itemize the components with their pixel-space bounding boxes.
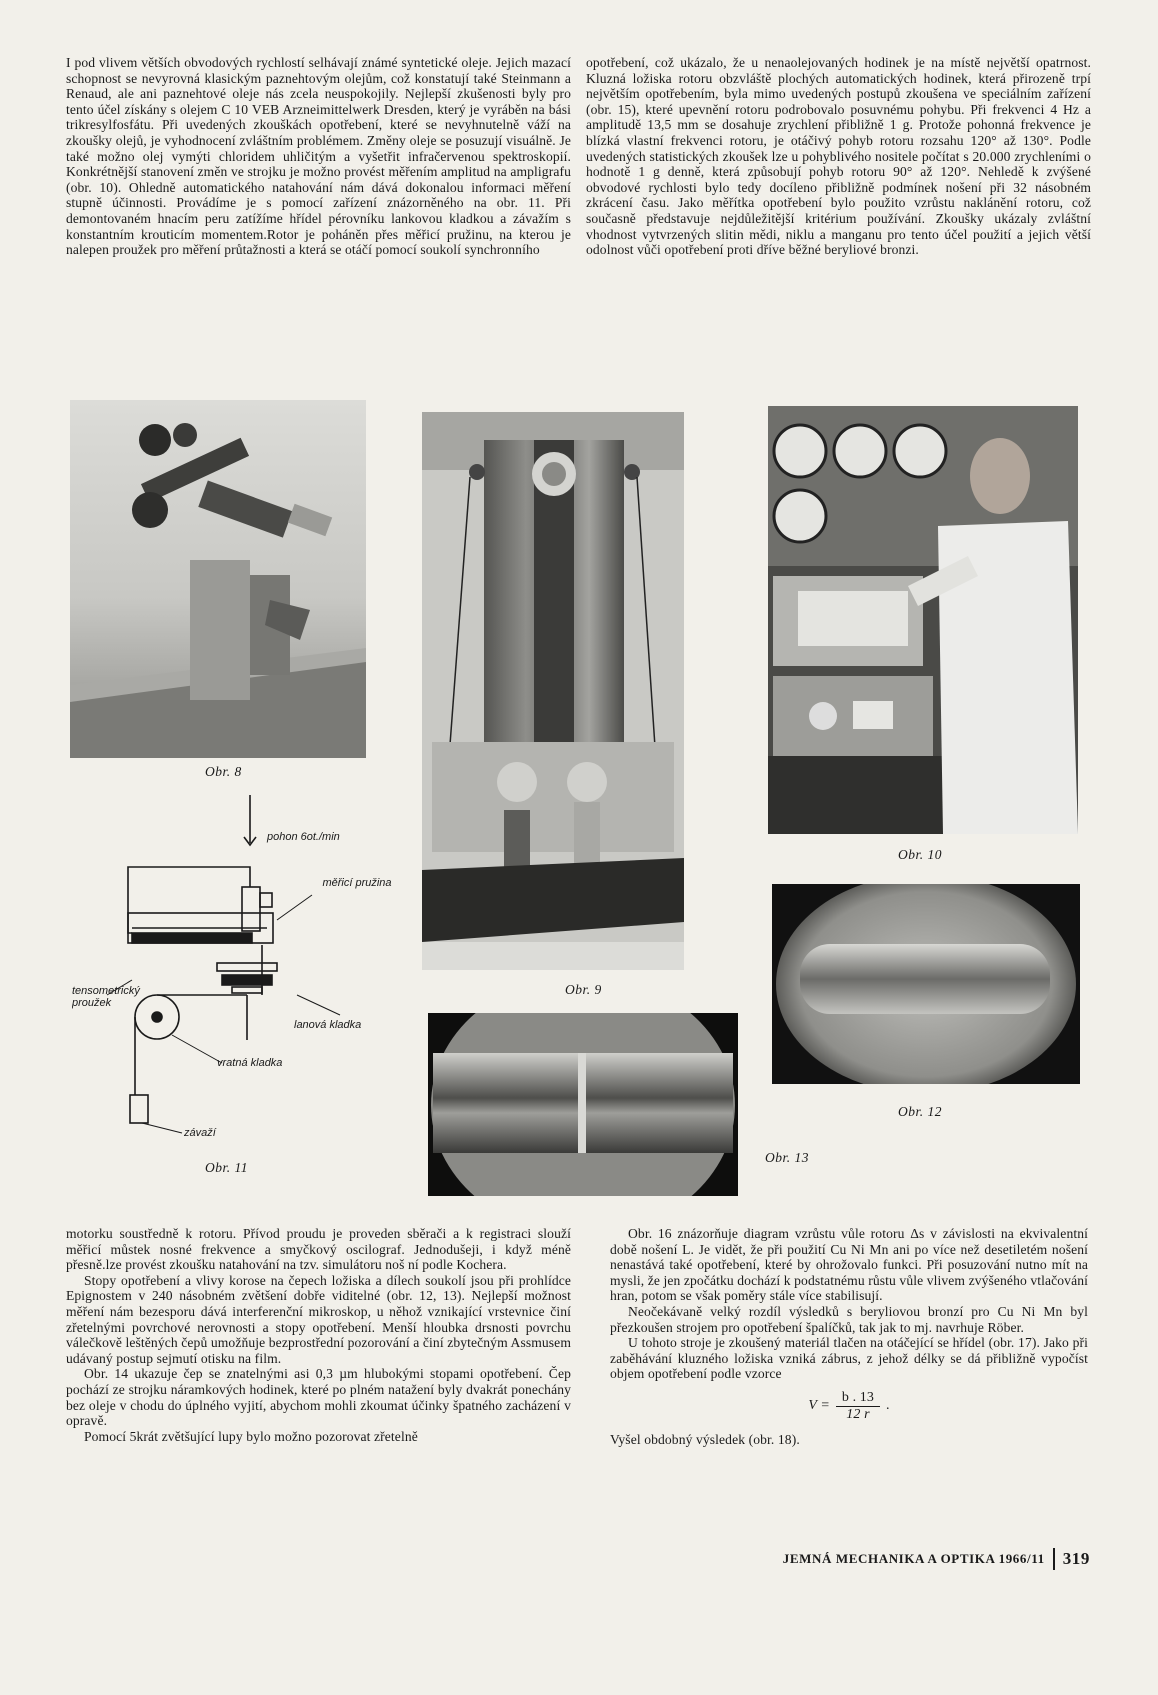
- formula-denominator: 12 r: [846, 1406, 870, 1422]
- figure-11-caption: Obr. 11: [205, 1160, 249, 1175]
- formula-tail: .: [886, 1398, 890, 1414]
- figure-12-photo: [772, 884, 1080, 1084]
- figure-13-photo: [428, 1013, 738, 1196]
- paragraph: Pomocí 5krát zvětšující lupy bylo možno pozorovat zřetelně: [84, 1428, 418, 1444]
- diagram-label-cable-pulley: lanová kladka: [294, 1019, 362, 1031]
- paragraph: Stopy opotřebení a vlivy korose na čepech ložiska a dílech soukolí jsou při prohlídce Epignostem v 240 násobném zvětšení dobře viditelné (obr. 12, 13). Nejlepší možnost měření nám bezesporu dává interferenční mikroskop, u něhož vznikající vrstevnice činí zřetelnými povrchové nerovnosti a stopy opotřebení. Menší hloubka drsnosti povrchu válečkově leštěných čepů umožňuje bezprostřední pozorování a činí zbytečným Assmusem udávaný postup sejmutí otisku na film.: [66, 1272, 571, 1366]
- diagram-label-weight: závaží: [184, 1127, 216, 1139]
- text-column-bottom-left: [66, 1226, 571, 1444]
- footer-divider: [1053, 1548, 1055, 1570]
- paragraph: U tohoto stroje je zkoušený materiál tlačen na otáčející se hřídel (obr. 17). Jako při zaběhávání kluzného ložiska vzniká zábrus, z jehož délky se dá přibližně vypočíst objem opotřebení podle vzorce: [610, 1335, 1088, 1382]
- page-footer: [700, 1548, 1090, 1570]
- paragraph: Vyšel obdobný výsledek (obr. 18).: [610, 1432, 800, 1448]
- paragraph: I pod vlivem větších obvodových rychlostí selhávají známé syntetické oleje. Jejich mazací schopnost se nevyrovná klasickým paznehtovým olejům, což konstatují také Steinmann a Renaud, ale ani paznehtové oleje nás zcela neuspokojily. Nejlepší zkušenosti byly pro tento účel získány s olejem C 10 VEB Arzneimittelwerk Dresden, který je vyráběn na bási trikresylfosfátu. Při uvedených zkouškách opotřebení, které se nevyhnutelně váží na zkoušky olejů, je vyhodnocení zvláštním problémem. Změny oleje se posuzují visuálně. Je také možno olej vymýti chloridem uhličitým a vyšetřit infračervenou spektroskopií. Konkrétnější stanovení změn ve strojku je možno provést měřením amplitud na ampligrafu (obr. 10). Ohledně automatického natahování nám dává dokonalou informaci měření stupně účinnosti. Provádíme je s pomocí zařízení znázorněného na obr. 11. Při demontovaném hnacím peru zatížíme hřídel pérovníku lankovou kladkou a závažím s konstantním krouticím momentem.Rotor je poháněn přes měřicí pružinu, na kterou je nalepen proužek pro měření průtažnosti a která se otáčí pomocí soukolí synchronního: [66, 55, 571, 258]
- paragraph: motorku soustředně k rotoru. Přívod proudu je proveden sběrači a k registraci slouží měřicí můstek nosné frekvence a smyčkový oscilograf. Jednodušeji, i když méně přesně.lze provést zkoušku natahování na tzv. simulátoru noš ní podle Kochera.: [66, 1226, 571, 1273]
- formula-fraction: [836, 1390, 880, 1422]
- formula-numerator: b . 13: [836, 1390, 880, 1407]
- figure-12-caption: Obr. 12: [898, 1104, 943, 1119]
- page-number: 319: [1062, 1549, 1090, 1568]
- figure-13-caption: Obr. 13: [765, 1150, 810, 1165]
- figure-11-diagram: [72, 795, 402, 1160]
- diagram-label-gauge: tensometrický proužek: [72, 985, 140, 1009]
- text-column-top-right: [586, 55, 1091, 258]
- paragraph: opotřebení, což ukázalo, že u nenaolejovaných hodinek je na místě největší opatrnost. Kluzná ložiska rotoru obzvláště plochých automatických hodinek, která přirozeně trpí největším opotřebením, byla mimo uvedených postupů zkoušena ve speciálním zařízení (obr. 15), které upevnění rotoru podrobovalo posuvnému pohybu. Při frekvenci 4 Hz a amplitudě 13,5 mm se dosahuje zrychlení přibližně 1 g. Protože pohonná frekvence je blízká vlastní frekvenci rotoru, je otáčivý pohyb rotoru rozsahu 120° až 130°. Podle uvedených statistických zkoušek lze u pohyblivého nositele počítat s 20.000 zrychleními o hodnotě 1 g denně, která způsobují pohyb rotoru 90° až 120°. Nehledě k zvýšené obvodové rychlosti bylo tedy docíleno přibližně podmínek nošení při 32 násobném zkrácení času. Jako měřítka opotřebení bylo použito vzrůstu naklánění rotoru, což současně představuje nejdůležitější kritérium používání. Zkoušky ukázaly zvláštní vhodnost vytvrzených slitin mědi, niklu a manganu pro tento účel použití a jejich větší odolnost vůči opotřebení proti dříve běžné beryliové bronzi.: [586, 55, 1091, 258]
- paragraph: Obr. 14 ukazuje čep se znatelnými asi 0,3 µm hlubokými stopami opotřebení. Čep pochází ze strojku náramkových hodinek, které po plném natažení byly dvakrát ponechány bez oleje v chodu do úplného vyjití, abychom mohli zkoumat účinky špatného zacházení v opravě.: [66, 1366, 571, 1429]
- figure-8-photo: [70, 400, 366, 758]
- figure-8-caption: Obr. 8: [205, 764, 242, 779]
- journal-name: JEMNÁ MECHANIKA A OPTIKA 1966/11: [782, 1551, 1045, 1566]
- text-column-bottom-right: [610, 1226, 1088, 1448]
- diagram-label-drive: pohon 6ot./min: [267, 831, 340, 843]
- paragraph: Neočekávaně velký rozdíl výsledků s beryliovou bronzí pro Cu Ni Mn byl přezkoušen strojem pro opotřebení špalíčků, tak jak to mj. navrhuje Röber.: [610, 1303, 1088, 1335]
- figure-10-photo: [768, 406, 1078, 834]
- figure-10-caption: Obr. 10: [898, 847, 943, 862]
- figure-9-photo: [422, 412, 684, 970]
- wear-volume-formula: [610, 1390, 1088, 1422]
- paragraph: Obr. 16 znázorňuje diagram vzrůstu vůle rotoru Δs v závislosti na ekvivalentní době nošení L. Je vidět, že při použití Cu Ni Mn ani po více než desetiletém nošení nenastává také opotřebení, které by ohrožovalo funkci. Při posuzování nutno mít na mysli, že jen zpočátku dochází k podstatnému růstu vůle vlivem zvýšeného vtlačování hran, potom se však poměry stále více stabilisují.: [610, 1226, 1088, 1304]
- diagram-label-spring: měřicí pružina: [322, 877, 392, 889]
- formula-lhs: V =: [808, 1398, 830, 1414]
- diagram-label-return-pulley: vratná kladka: [217, 1057, 283, 1069]
- figure-9-caption: Obr. 9: [565, 982, 602, 997]
- text-column-top-left: [66, 55, 571, 258]
